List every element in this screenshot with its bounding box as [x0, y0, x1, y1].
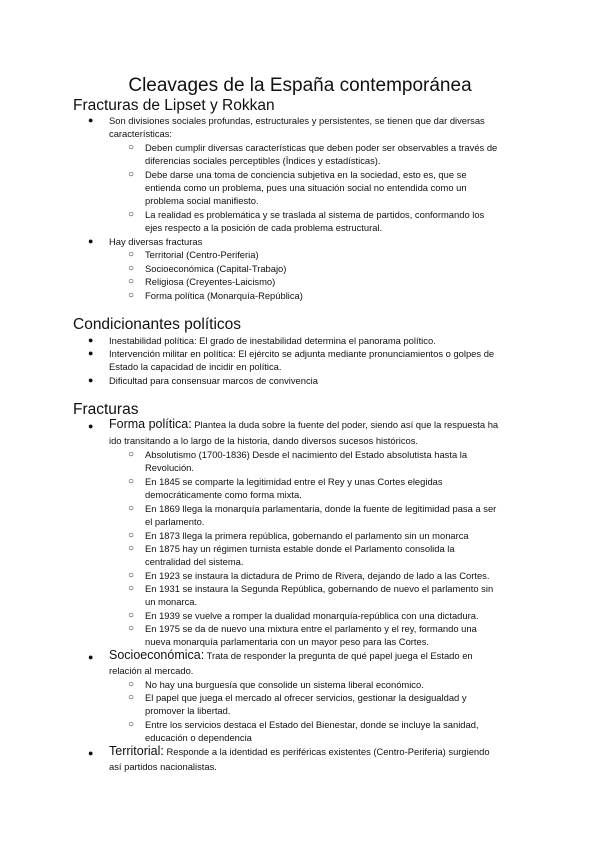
sub-list-item: Territorial (Centro-Periferia)	[145, 249, 259, 260]
list-item	[109, 745, 490, 758]
circle-bullet-icon: ○	[128, 263, 135, 274]
circle-bullet-icon: ○	[128, 449, 135, 460]
circle-bullet-icon: ○	[128, 679, 135, 690]
sub-list-item: En 1869 llega la monarquía parlamentaria, donde la fuente de legitimidad pasa a ser	[145, 503, 497, 514]
term-description: Responde a la identidad es periféricas existentes (Centro-Periferia) surgiendo	[163, 746, 490, 757]
list-item	[109, 649, 473, 662]
circle-bullet-icon: ○	[128, 543, 135, 554]
section-heading-condicionantes: Condicionantes políticos	[73, 316, 242, 333]
sub-list-item-continuation: entienda como un problema, pues una situación social no entendida como un	[145, 182, 467, 193]
sub-list-item: En 1975 se da de nuevo una mixtura entre el parlamento y el rey, formando una	[145, 623, 477, 634]
sub-list-item: La realidad es problemática y se traslada al sistema de partidos, conformando los	[145, 209, 485, 220]
bullet-icon: ●	[88, 348, 94, 358]
sub-list-item-continuation: centralidad del sistema.	[145, 556, 244, 567]
sub-list-item-continuation: educación o dependencia	[145, 732, 252, 743]
sub-list-item-continuation: Revolución.	[145, 462, 194, 473]
list-item: Son divisiones sociales profundas, estructurales y persistentes, se tienen que dar diversas	[109, 115, 485, 126]
section-heading-fracturas: Fracturas	[73, 401, 139, 418]
sub-list-item: Deben cumplir diversas características que deben poder ser observables a través de	[145, 142, 498, 153]
list-item: Inestabilidad política: El grado de inestabilidad determina el panorama político.	[109, 335, 436, 346]
circle-bullet-icon: ○	[128, 530, 135, 541]
sub-list-item: Socioeconómica (Capital-Trabajo)	[145, 263, 287, 274]
bullet-icon: ●	[88, 748, 94, 758]
circle-bullet-icon: ○	[128, 692, 135, 703]
list-item: Hay diversas fracturas	[109, 236, 203, 247]
sub-list-item: Debe darse una toma de conciencia subjetiva en la sociedad, esto es, que se	[145, 169, 467, 180]
sub-list-item: Forma política (Monarquía-República)	[145, 290, 303, 301]
page-title: Cleavages de la España contemporánea	[128, 75, 472, 96]
circle-bullet-icon: ○	[128, 583, 135, 594]
sub-list-item: No hay una burguesía que consolide un sistema liberal económico.	[145, 679, 424, 690]
circle-bullet-icon: ○	[128, 623, 135, 634]
sub-list-item: En 1931 se instaura la Segunda República, gobernando de nuevo el parlamento sin	[145, 583, 494, 594]
list-item-continuation: características:	[109, 128, 173, 139]
term-description: Plantea la duda sobre la fuente del poder, siendo así que la respuesta ha	[191, 419, 499, 430]
circle-bullet-icon: ○	[128, 276, 135, 287]
circle-bullet-icon: ○	[128, 503, 135, 514]
bullet-icon: ●	[88, 236, 94, 246]
sub-list-item-continuation: el parlamento.	[145, 516, 205, 527]
section-heading-lipset-rokkan: Fracturas de Lipset y Rokkan	[73, 97, 275, 114]
list-item-continuation: ido transitando a lo largo de la historia, dando diversos sucesos históricos.	[109, 435, 419, 446]
list-item	[109, 418, 498, 431]
circle-bullet-icon: ○	[128, 476, 135, 487]
list-item-continuation: relación al mercado.	[109, 665, 194, 676]
circle-bullet-icon: ○	[128, 610, 135, 621]
sub-list-item: Religiosa (Creyentes-Laicismo)	[145, 276, 276, 287]
bullet-icon: ●	[88, 421, 94, 431]
list-item-continuation: Estado la capacidad de incidir en política.	[109, 361, 282, 372]
sub-list-item: Absolutismo (1700-1836) Desde el nacimiento del Estado absolutista hasta la	[145, 449, 468, 460]
bullet-icon: ●	[88, 335, 94, 345]
sub-list-item: En 1845 se comparte la legitimidad entre el Rey y unas Cortes elegidas	[145, 476, 443, 487]
circle-bullet-icon: ○	[128, 169, 135, 180]
sub-list-item: En 1923 se instaura la dictadura de Primo de Rivera, dejando de lado a las Cortes.	[145, 570, 490, 581]
circle-bullet-icon: ○	[128, 249, 135, 260]
circle-bullet-icon: ○	[128, 290, 135, 301]
sub-list-item-continuation: un monarca.	[145, 596, 198, 607]
term-label: Forma política:	[109, 417, 192, 431]
sub-list-item: En 1875 hay un régimen turnista estable donde el Parlamento consolida la	[145, 543, 455, 554]
list-item: Dificultad para consensuar marcos de convivencia	[109, 375, 318, 386]
term-label: Socioeconómica:	[109, 648, 205, 662]
sub-list-item: El papel que juega el mercado al ofrecer servicios, gestionar la desigualdad y	[145, 692, 467, 703]
circle-bullet-icon: ○	[128, 570, 135, 581]
sub-list-item: Entre los servicios destaca el Estado del Bienestar, donde se incluye la sanidad,	[145, 719, 479, 730]
sub-list-item-continuation: democráticamente como forma mixta.	[145, 489, 302, 500]
circle-bullet-icon: ○	[128, 719, 135, 730]
list-item-continuation: así partidos nacionalistas.	[109, 761, 217, 772]
sub-list-item-continuation: nueva monarquía parlamentaria con un mayor peso para las Cortes.	[145, 636, 430, 647]
list-item: Intervención militar en política: El ejército se adjunta mediante pronunciamientos o golpes de	[109, 348, 495, 359]
bullet-icon: ●	[88, 375, 94, 385]
sub-list-item-continuation: problema social manifiesto.	[145, 195, 259, 206]
sub-list-item-continuation: diferencias sociales perceptibles (Índices y estadísticas).	[145, 155, 381, 166]
sub-list-item-continuation: promover la libertad.	[145, 705, 231, 716]
term-description: Trata de responder la pregunta de qué papel juega el Estado en	[204, 650, 473, 661]
sub-list-item: En 1873 llega la primera república, gobernando el parlamento sin un monarca	[145, 530, 469, 541]
sub-list-item-continuation: ejes respecto a la posición de cada problema estructural.	[145, 222, 383, 233]
circle-bullet-icon: ○	[128, 209, 135, 220]
bullet-icon: ●	[88, 652, 94, 662]
bullet-icon: ●	[88, 115, 94, 125]
term-label: Territorial:	[109, 744, 164, 758]
circle-bullet-icon: ○	[128, 142, 135, 153]
sub-list-item: En 1939 se vuelve a romper la dualidad monarquía-república con una dictadura.	[145, 610, 479, 621]
